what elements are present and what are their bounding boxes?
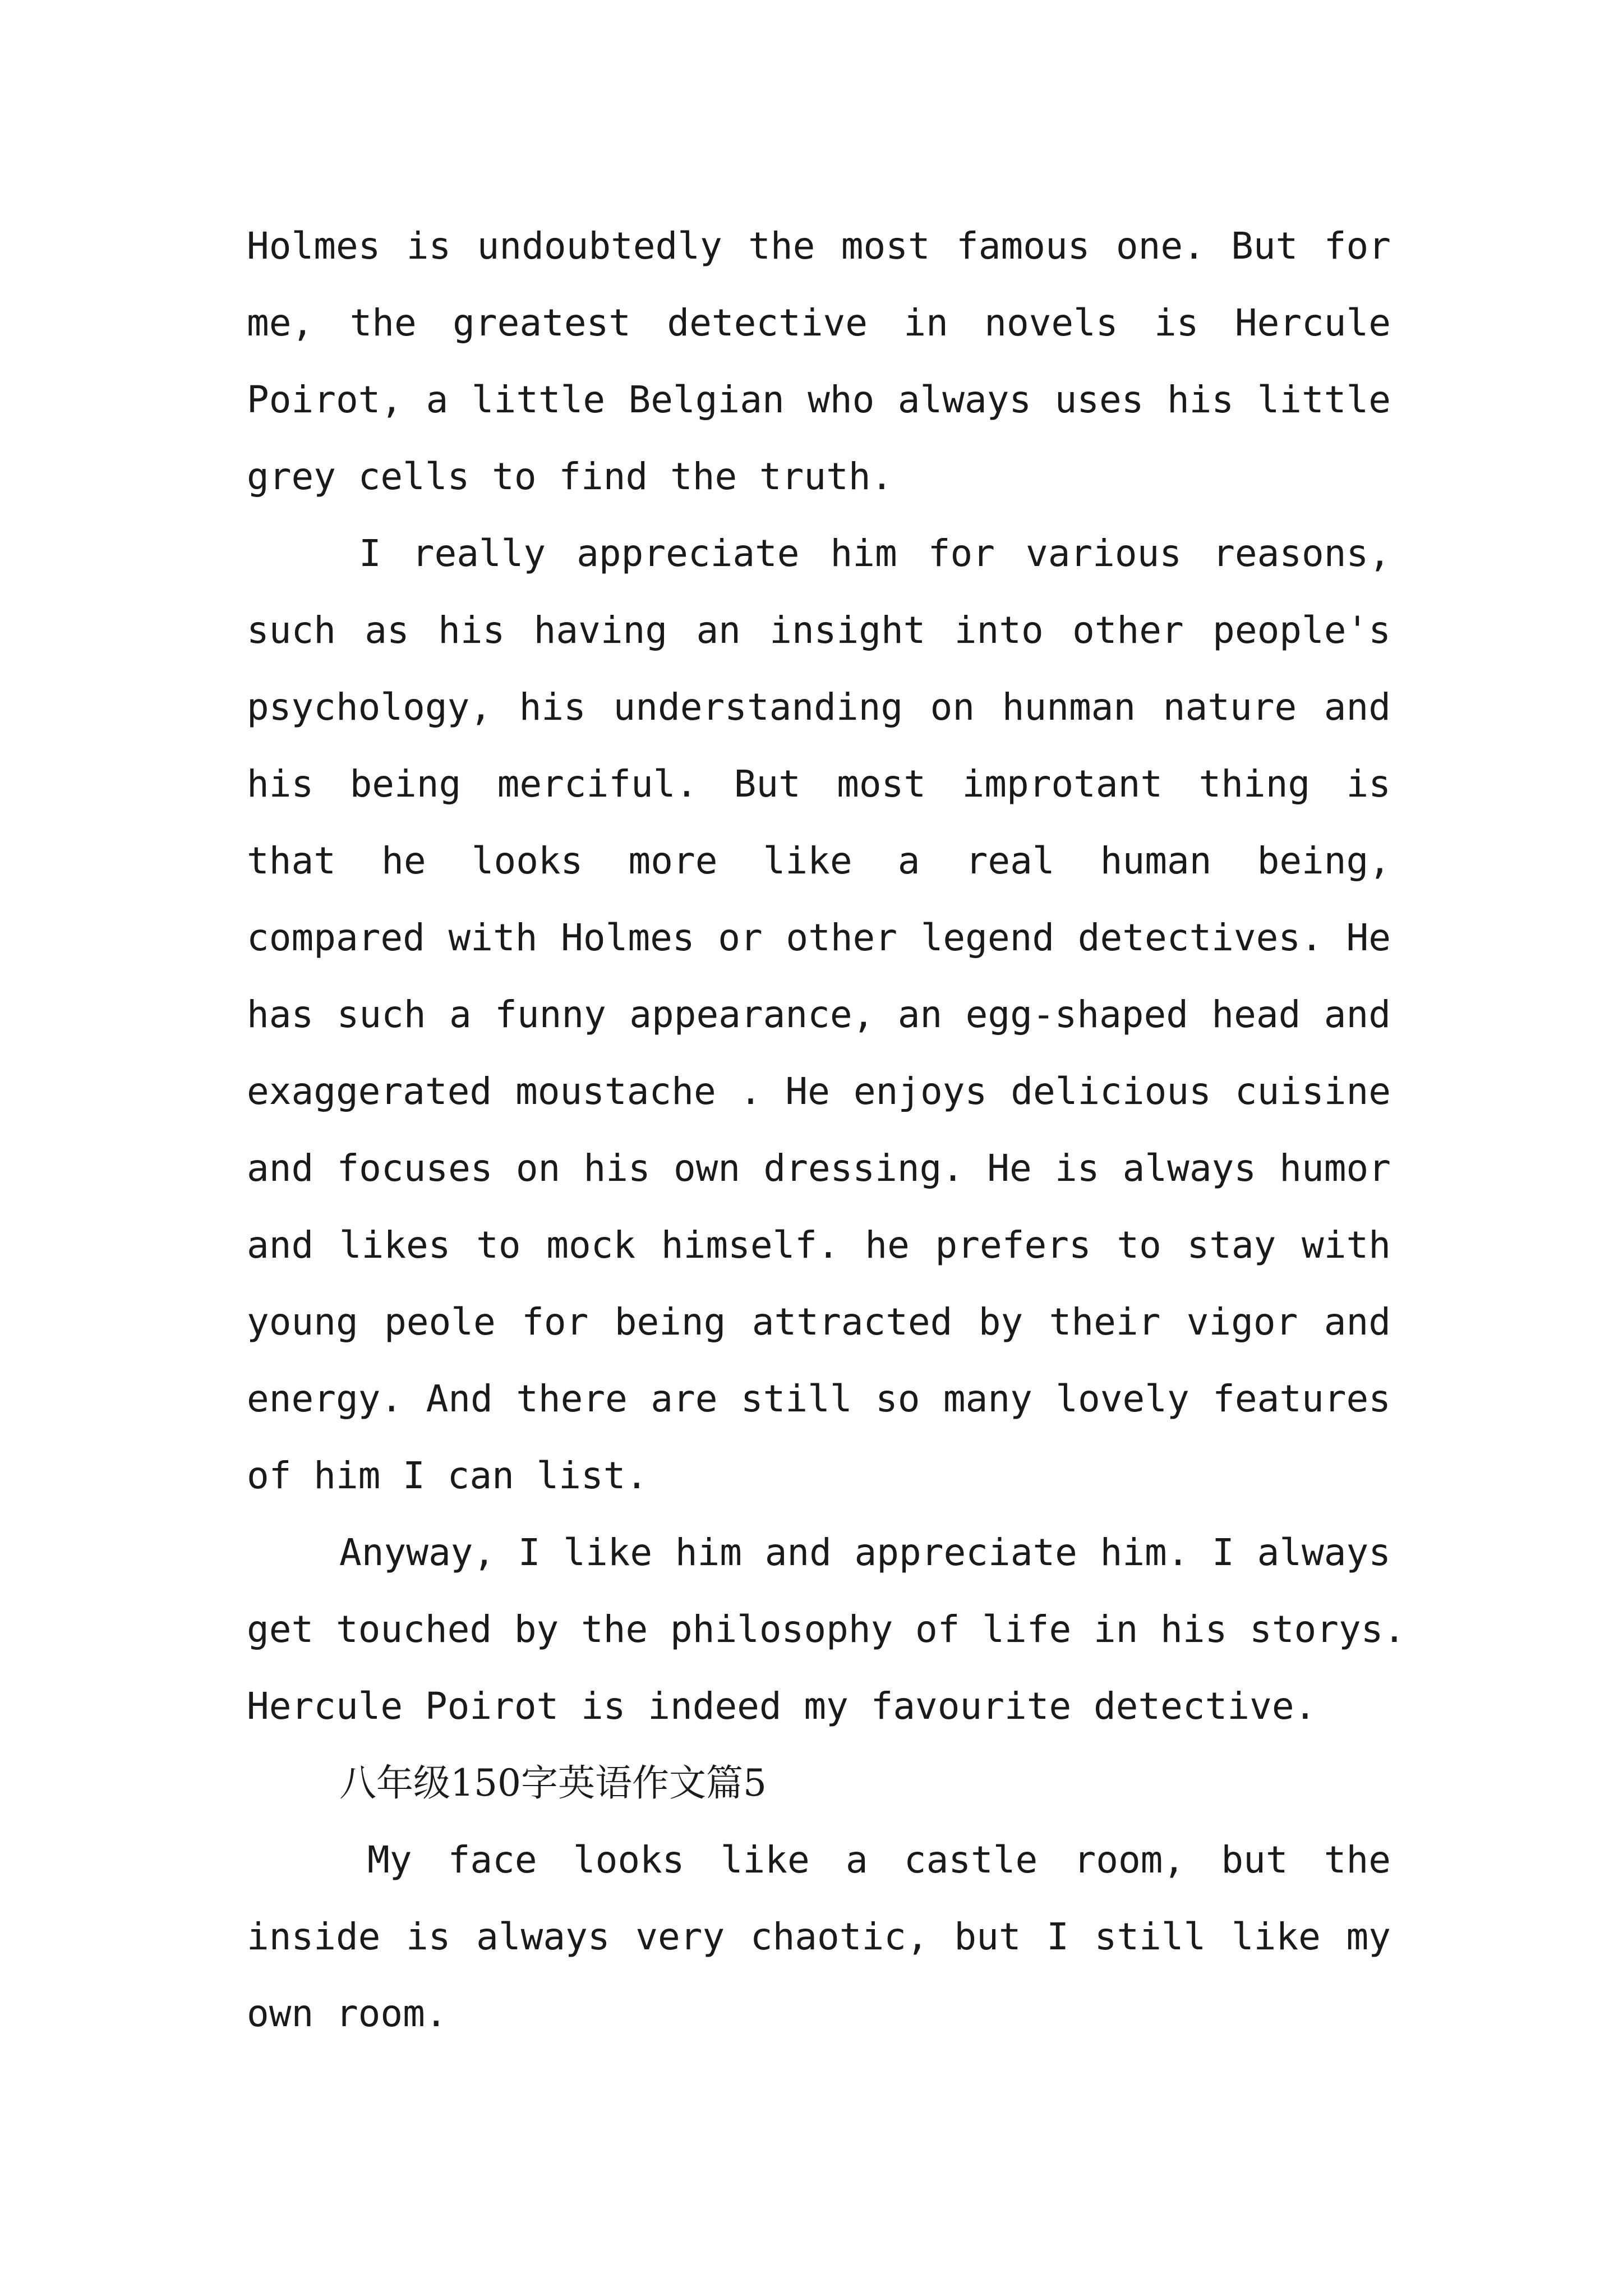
text-line: of him I can list. — [247, 1454, 648, 1497]
text-line: I really appreciate him for various reasons, — [359, 532, 1391, 575]
paragraph-holmes-continuation — [247, 208, 1391, 515]
text-line: that he looks more like a real human being, — [247, 839, 1391, 882]
text-line: energy. And there are still so many lovely features — [247, 1377, 1391, 1420]
paragraph-room — [247, 1821, 1391, 2052]
text-line: Hercule Poirot is indeed my favourite detective. — [247, 1685, 1317, 1728]
text-line: My face looks like a castle room, but the — [367, 1838, 1391, 1881]
text-line: psychology, his understanding on hunman nature and — [247, 685, 1391, 729]
text-line: me, the greatest detective in novels is Hercule — [247, 301, 1391, 344]
text-line: get touched by the philosophy of life in his storys. — [247, 1608, 1406, 1651]
text-line: Holmes is undoubtedly the most famous one. But for — [247, 224, 1391, 268]
text-line: compared with Holmes or other legend detectives. He — [247, 916, 1391, 959]
text-line: his being merciful. But most improtant thing is — [247, 762, 1391, 806]
text-line: and likes to mock himself. he prefers to stay with — [247, 1223, 1391, 1267]
text-line: young peole for being attracted by their vigor and — [247, 1300, 1391, 1343]
text-line: own room. — [247, 1992, 448, 2035]
text-line: such as his having an insight into other people's — [247, 609, 1391, 652]
section-heading: 八年级150字英语作文篇5 — [339, 1761, 767, 1805]
paragraph-conclusion — [247, 1514, 1406, 1745]
text-line: and focuses on his own dressing. He is always humor — [247, 1147, 1391, 1190]
text-line: Anyway, I like him and appreciate him. I always — [339, 1531, 1391, 1574]
text-line: grey cells to find the truth. — [247, 455, 893, 498]
text-line: Poirot, a little Belgian who always uses his little — [247, 378, 1391, 421]
text-line: has such a funny appearance, an egg-shaped head and — [247, 993, 1391, 1036]
text-line: inside is always very chaotic, but I still like my — [247, 1915, 1391, 1958]
text-line: exaggerated moustache . He enjoys delicious cuisine — [247, 1070, 1391, 1113]
paragraph-appreciation — [247, 515, 1391, 1514]
document-body — [247, 208, 1406, 2052]
